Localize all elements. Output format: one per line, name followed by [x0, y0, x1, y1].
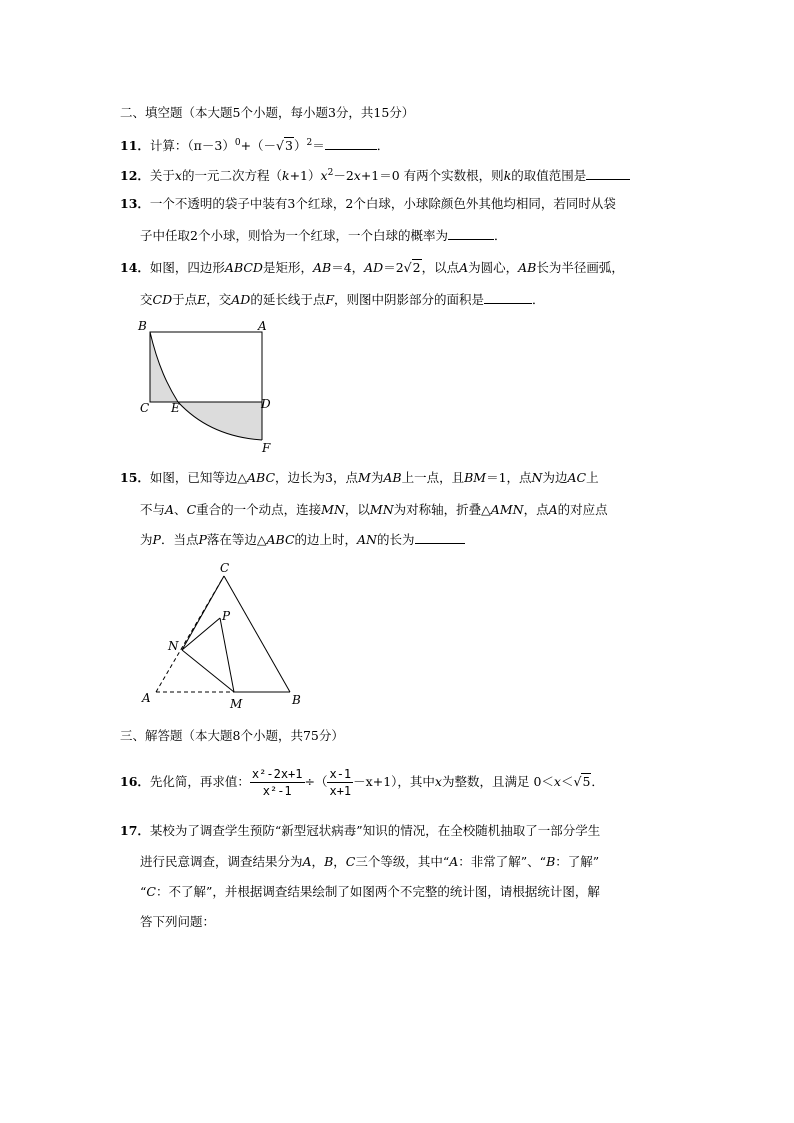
var-abc: ABC — [247, 470, 276, 485]
text: ：了解” — [555, 854, 600, 869]
var-f: F — [325, 292, 335, 307]
question-13-line-1 — [120, 195, 616, 213]
answer-blank[interactable] — [448, 227, 494, 240]
text: ， — [311, 854, 325, 869]
sqrt-5: √5 — [573, 774, 591, 789]
text: 的边上时， — [294, 532, 358, 547]
q11-exponent-2: 2 — [306, 138, 313, 148]
label-d: D — [261, 397, 271, 411]
label-f: F — [262, 441, 271, 455]
text: ，其中 — [397, 774, 435, 789]
question-number: 17． — [120, 823, 150, 838]
text: －x+1） — [353, 774, 398, 789]
text: 、 — [174, 502, 187, 517]
q13-line-1-text: 一个不透明的袋子中装有3个红球，2个白球，小球除颜色外其他均相同，若同时从袋 — [149, 196, 616, 211]
text: 长为半径画弧， — [536, 260, 624, 275]
question-number: 12． — [120, 168, 150, 184]
text: ．当点 — [160, 532, 199, 547]
label-e: E — [171, 401, 180, 415]
radicand: 5 — [582, 774, 591, 789]
question-number: 13． — [120, 196, 150, 211]
var-ac: AC — [567, 470, 587, 485]
var-k: k — [503, 168, 512, 184]
text: 于点 — [172, 292, 198, 307]
q12-text-b: 的一元二次方程（ — [181, 168, 282, 184]
var-x: x — [353, 168, 361, 184]
var-a: A — [459, 260, 469, 275]
q11-text-d: ＝ — [312, 138, 325, 154]
var-e: E — [197, 292, 207, 307]
text: 是矩形， — [262, 260, 313, 275]
answer-blank[interactable] — [586, 167, 630, 180]
question-17-line-4: 答下列问题： — [140, 914, 216, 929]
var-b: B — [324, 854, 334, 869]
var-cd: CD — [152, 292, 173, 307]
q13-line-2-text: 子中任取2个小球，则恰为一个红球，一个白球的概率为 — [140, 228, 448, 243]
var-a: A — [449, 854, 459, 869]
text: 交 — [140, 292, 153, 307]
text: 先化简，再求值： — [149, 774, 250, 789]
q11-text-b: +（－ — [240, 138, 277, 154]
text: ，边长为3，点 — [275, 470, 359, 485]
var-a: A — [302, 854, 312, 869]
label-b: B — [138, 319, 147, 333]
radicand: 3 — [285, 138, 293, 154]
var-k: k — [282, 168, 290, 184]
question-15-line-2 — [140, 501, 608, 519]
text: 的延长线于点 — [250, 292, 326, 307]
q12-text-d: －2 — [333, 168, 354, 184]
var-abc: ABC — [266, 532, 295, 547]
q12-exponent: 2 — [327, 168, 334, 178]
text: ＜ — [560, 774, 574, 789]
section-2-heading: 二、填空题（本大题5个小题，每小题3分，共15分） — [120, 105, 415, 120]
question-11 — [120, 134, 389, 155]
text: 三个等级，其中“ — [355, 854, 450, 869]
var-ab: AB — [518, 260, 537, 275]
var-ad: AD — [364, 260, 384, 275]
text: ． — [532, 292, 545, 307]
var-c: C — [186, 502, 197, 517]
label-a: A — [258, 319, 267, 333]
text: 为圆心， — [468, 260, 519, 275]
label-c: C — [140, 401, 150, 415]
label-n: N — [168, 639, 179, 653]
segment-nc — [182, 576, 224, 650]
text: 如图，四边形 — [149, 260, 225, 275]
text: 为 — [140, 532, 153, 547]
var-mn: MN — [369, 502, 394, 517]
answer-blank[interactable] — [484, 291, 532, 304]
text: “ — [140, 884, 147, 899]
label-c: C — [220, 561, 230, 575]
text: ． — [591, 774, 604, 789]
question-number: 15． — [120, 470, 150, 485]
numerator: x-1 — [329, 767, 352, 781]
var-p: P — [152, 532, 161, 547]
question-17-line-1 — [120, 822, 600, 840]
q11-text-a: 计算：（π－3） — [149, 138, 235, 154]
question-17-line-3 — [140, 883, 600, 901]
label-p: P — [222, 609, 231, 623]
text: ：不了解”，并根据调查结果绘制了如图两个不完整的统计图，请根据统计图，解 — [155, 884, 600, 899]
q14-figure — [132, 316, 282, 458]
text: ＝2 — [383, 260, 404, 275]
text: 落在等边△ — [206, 532, 267, 547]
q11-exponent-0: 0 — [234, 138, 241, 148]
radicand: 2 — [412, 260, 421, 275]
text: ， — [333, 854, 346, 869]
text: ：非常了解”、“ — [458, 854, 547, 869]
var-n: N — [531, 470, 543, 485]
side-cb — [224, 576, 290, 692]
text: 的长为 — [377, 532, 415, 547]
fraction-2 — [327, 766, 353, 799]
var-x: x — [174, 168, 182, 184]
var-mn: MN — [321, 502, 345, 517]
question-number: 11． — [120, 138, 150, 154]
question-number: 16． — [120, 774, 150, 789]
question-number: 14． — [120, 260, 150, 275]
numerator: x²-2x+1 — [251, 767, 303, 781]
denominator: x+1 — [329, 784, 352, 798]
fraction-1 — [250, 766, 305, 799]
question-16 — [120, 763, 604, 801]
var-abcd: ABCD — [224, 260, 263, 275]
var-b: B — [546, 854, 556, 869]
var-amn: AMN — [490, 502, 524, 517]
var-ab: AB — [312, 260, 332, 275]
q12-text-f: 的取值范围是 — [511, 168, 587, 184]
text: 为边 — [542, 470, 568, 485]
text: ，以 — [344, 502, 370, 517]
text: ，则图中阴影部分的面积是 — [334, 292, 485, 307]
var-p: P — [198, 532, 207, 547]
shaded-region-left — [150, 332, 178, 402]
label-a: A — [142, 691, 151, 705]
q11-text-c: ） — [293, 138, 307, 154]
question-14-line-2 — [140, 291, 545, 309]
var-x: x — [434, 774, 442, 789]
text: 上 — [586, 470, 599, 485]
shaded-region-right — [178, 402, 262, 440]
text: 上一点，且 — [401, 470, 465, 485]
text: 如图，已知等边△ — [149, 470, 248, 485]
segment-np — [182, 618, 220, 650]
text: ÷（ — [304, 774, 328, 789]
q15-figure — [138, 560, 308, 712]
text: 为整数，且满足 0＜ — [441, 774, 554, 789]
var-x: x — [553, 774, 561, 789]
text: 的对应点 — [557, 502, 608, 517]
var-a: A — [165, 502, 175, 517]
question-15-line-1 — [120, 469, 599, 487]
answer-blank[interactable] — [325, 137, 377, 150]
q12-text-a: 关于 — [149, 168, 175, 184]
q12-text-e: +1＝0 有两个实数根，则 — [360, 168, 504, 184]
text: ，交 — [206, 292, 232, 307]
q17-line-1-text: 某校为了调查学生预防“新型冠状病毒”知识的情况，在全校随机抽取了一部分学生 — [149, 823, 601, 838]
var-x: x — [320, 168, 328, 184]
text: ＝4， — [331, 260, 365, 275]
label-b: B — [292, 693, 301, 707]
q12-text-c: +1） — [289, 168, 321, 184]
var-an: AN — [357, 532, 377, 547]
var-ab: AB — [383, 470, 402, 485]
var-ad: AD — [231, 292, 251, 307]
var-c: C — [146, 884, 156, 899]
section-3-heading: 三、解答题（本大题8个小题，共75分） — [120, 728, 344, 743]
denominator: x²-1 — [262, 784, 292, 798]
segment-nm — [182, 650, 234, 692]
var-c: C — [345, 854, 356, 869]
text: 不与 — [140, 502, 166, 517]
text: 进行民意调查，调查结果分为 — [140, 854, 303, 869]
text: 为对称轴，折叠△ — [393, 502, 491, 517]
q11-end: ． — [376, 138, 390, 154]
label-m: M — [230, 697, 243, 711]
var-bm: BM — [464, 470, 487, 485]
q13-end: ． — [493, 228, 507, 243]
question-12 — [120, 164, 630, 185]
var-m: M — [358, 470, 371, 485]
segment-pm — [220, 618, 234, 692]
question-17-line-2 — [140, 853, 599, 871]
var-a: A — [548, 502, 558, 517]
text: 为 — [370, 470, 384, 485]
text: ＝1，点 — [486, 470, 532, 485]
question-13-line-2 — [140, 227, 506, 245]
text: ，以点 — [421, 260, 460, 275]
question-15-line-3 — [140, 531, 465, 549]
sqrt-3: √3 — [276, 138, 293, 154]
text: 重合的一个动点，连接 — [196, 502, 322, 517]
text: ，点 — [523, 502, 549, 517]
question-14-line-1 — [120, 259, 624, 277]
sqrt-2: √2 — [403, 260, 421, 275]
answer-blank[interactable] — [415, 531, 465, 544]
